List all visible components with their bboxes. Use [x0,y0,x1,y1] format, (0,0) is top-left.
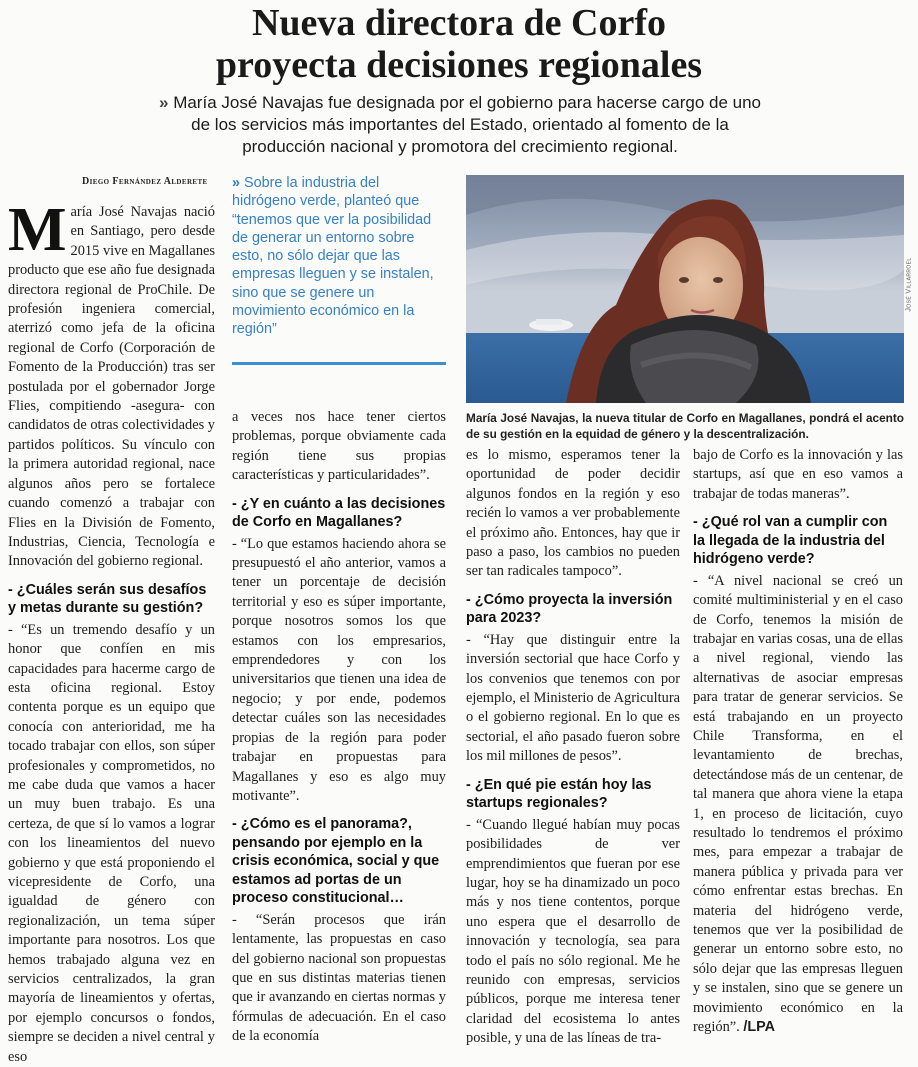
intro-paragraph [8,196,215,572]
column-3 [466,446,680,1049]
dropcap: M [8,196,67,264]
column-2 [232,408,446,1047]
column-1 [8,196,215,1067]
answer-2: - “Lo que estamos haciendo ahora se presupuestó el año anterior, vamos a tener un porcentaje de decisión territorial y eso es súper importante, porque nosotros somos los que estamos con los empresarios, emprendedores y con los universitarios que tienen una idea de negocio; y por ende, podemos detectar cuáles son las necesidades propias de la región para poder trabajar en propuestas para Magallanes y eso es algo muy motivante”. [232,535,446,804]
intro-text: aría José Navajas nació en Santiago, pero desde 2015 vive en Magallanes producto que ese año fue designada directora regional de ProChile. De profesión ingeniera comercial, aterrizó como jefa de la oficina regional de Corfo (Corporación de Fomento de la Producción) tras ser postulada por el gobernador Jorge Flies, compitiendo -asegura- con candidatos de otras colectividades y partidos políticos. Su vínculo con la primera autoridad regional, nace algunos años pero se fortalece cuando comenzó a trabajar con Flies en la División de Fomento, Industrias, Ciencia, Tecnología e Innovación del gobierno regional. [8,204,215,570]
chevron-right-icon: » [232,175,241,191]
chevron-right-icon: » [158,93,169,112]
byline-text: Diego Fernández Alderete [82,176,208,187]
answer-6-text: - “A nivel nacional se creó un comité multiministerial y en el caso de Corfo, tenemos la misión de trabajar en varias cosas, una de ellas a nivel regional, viendo las alternativas de asociar empresas para tratar de generar servicios. Se está trabajando en un proyecto Chile Transforma, en el levantamiento de brechas, detectándose más de un centenar, de tal manera que ahora viene la etapa 1, en proceso de licitación, cuyo resultado lo tendremos el próximo mes, para empezar a trabajar de manera pública y privada para ver cómo enfrentar estas brechas. En materia del hidrógeno verde, tenemos que ver la posibilidad de generar un entorno sobre esto, no sólo dejar que las empresas lleguen y se instalen, sino que se genere un movimiento económico en la región”. [693,572,903,1036]
headline-line-1: Nueva directora de Corfo [251,2,667,44]
pull-quote-text: Sobre la industria del hidrógeno verde, planteó que “tenemos que ver la posibilidad de generar un entorno sobre esto, no sólo dejar que las empresas lleguen y se instalen, sino que se genere un movimiento económico en la región” [232,175,434,338]
answer-5-continued: bajo de Corfo es la innovación y las startups, así que en eso vamos a trabajar de todas maneras”. [693,447,903,502]
question-2: - ¿Y en cuánto a las decisiones de Corfo en Magallanes? [232,495,446,531]
answer-6 [693,572,903,1038]
answer-5: - “Cuando llegué habían muy pocas posibilidades de ver emprendimientos que fueran por ese lugar, hoy se ha dinamizado un poco más y nos tiene contentos, porque uno espera que el desarrollo de innovación y tecnología, sea para todo el país no sólo regional. Me he reunido con empresas, servicios públicos, porque me interesa tener claridad del ecosistema lo antes posible, y una de las líneas de tra- [466,816,680,1047]
photo-credit-text: José Villarroel [905,257,913,312]
deck-subheadline [150,92,770,158]
byline [82,176,208,187]
portrait-photo [466,175,904,403]
portrait-image [466,175,904,403]
answer-3: - “Serán procesos que irán lentamente, las propuestas en caso del gobierno nacional son propuestas que en sus distintas materias tienen que ir avanzando en ciertas normas y fórmulas de adecuación. En el caso de la economía [232,911,446,1045]
headline [0,2,918,86]
signature: /LPA [743,1019,776,1036]
question-4: - ¿Cómo proyecta la inversión para 2023? [466,591,673,627]
question-3: - ¿Cómo es el panorama?, pensando por ejemplo en la crisis económica, social y que estamos ad portas de un proceso constitucional… [232,816,440,907]
answer-3-continued: es lo mismo, esperamos tener la oportunidad de poder decidir algunos fondos en la región y eso recién lo vamos a ver probablemente el próximo año. Entonces, hay que ir paso a paso, los cambios no pueden ser tan radicales tampoco”. [466,447,680,580]
photo-caption: María José Navajas, la nueva titular de Corfo en Magallanes, pondrá el acento de su gestión en la equidad de género y la descentralización. [466,411,904,441]
answer-1: - “Es un tremendo desafío y un honor que confíen en mis capacidades para hacerme cargo de esta oficina regional. Estoy contenta porque es un equipo que conocía con anterioridad, me ha tocado trabajar con ellos, son súper profesionales y comprometidos, no me cabe duda que vamos a hacer un muy buen trabajo. Es una certeza, de que sí lo vamos a lograr con los lineamientos del nuevo gobierno y que está proponiendo el vicepresidente de Corfo, una igualdad de género con regionalización, un tema súper importante para nosotros. Los que hemos trabajado alguna vez en servicios centralizados, la gran mayoría de lineamientos y ofertas, por ejemplo concursos o fondos, siempre se deciden a nivel central y eso [8,621,215,1065]
question-1: - ¿Cuáles serán sus desafíos y metas durante su gestión? [8,581,207,617]
answer-1-continued: a veces nos hace tener ciertos problemas, porque obviamente cada región tiene sus propias características y particularidades”. [232,409,446,484]
column-4 [693,446,903,1037]
question-5: - ¿En qué pie están hoy las startups regionales? [466,776,652,812]
answer-4: - “Hay que distinguir entre la inversión sectorial que hace Corfo y los convenios que tenemos con por ejemplo, el Ministerio de Agricultura o el gobierno regional. En lo que es sectorial, el año pasado fueron sobre los mil millones de pesos”. [466,631,680,765]
deck-text: María José Navajas fue designada por el gobierno para hacerse cargo de uno de los servicios más importantes del Estado, orientado al fomento de la producción nacional y promotora del crecimiento regional. [173,93,762,156]
photo-credit [904,175,918,403]
question-6: - ¿Qué rol van a cumplir con la llegada de la industria del hidrógeno verde? [693,514,888,568]
pull-quote [232,174,446,365]
headline-line-2: proyecta decisiones regionales [215,44,703,86]
